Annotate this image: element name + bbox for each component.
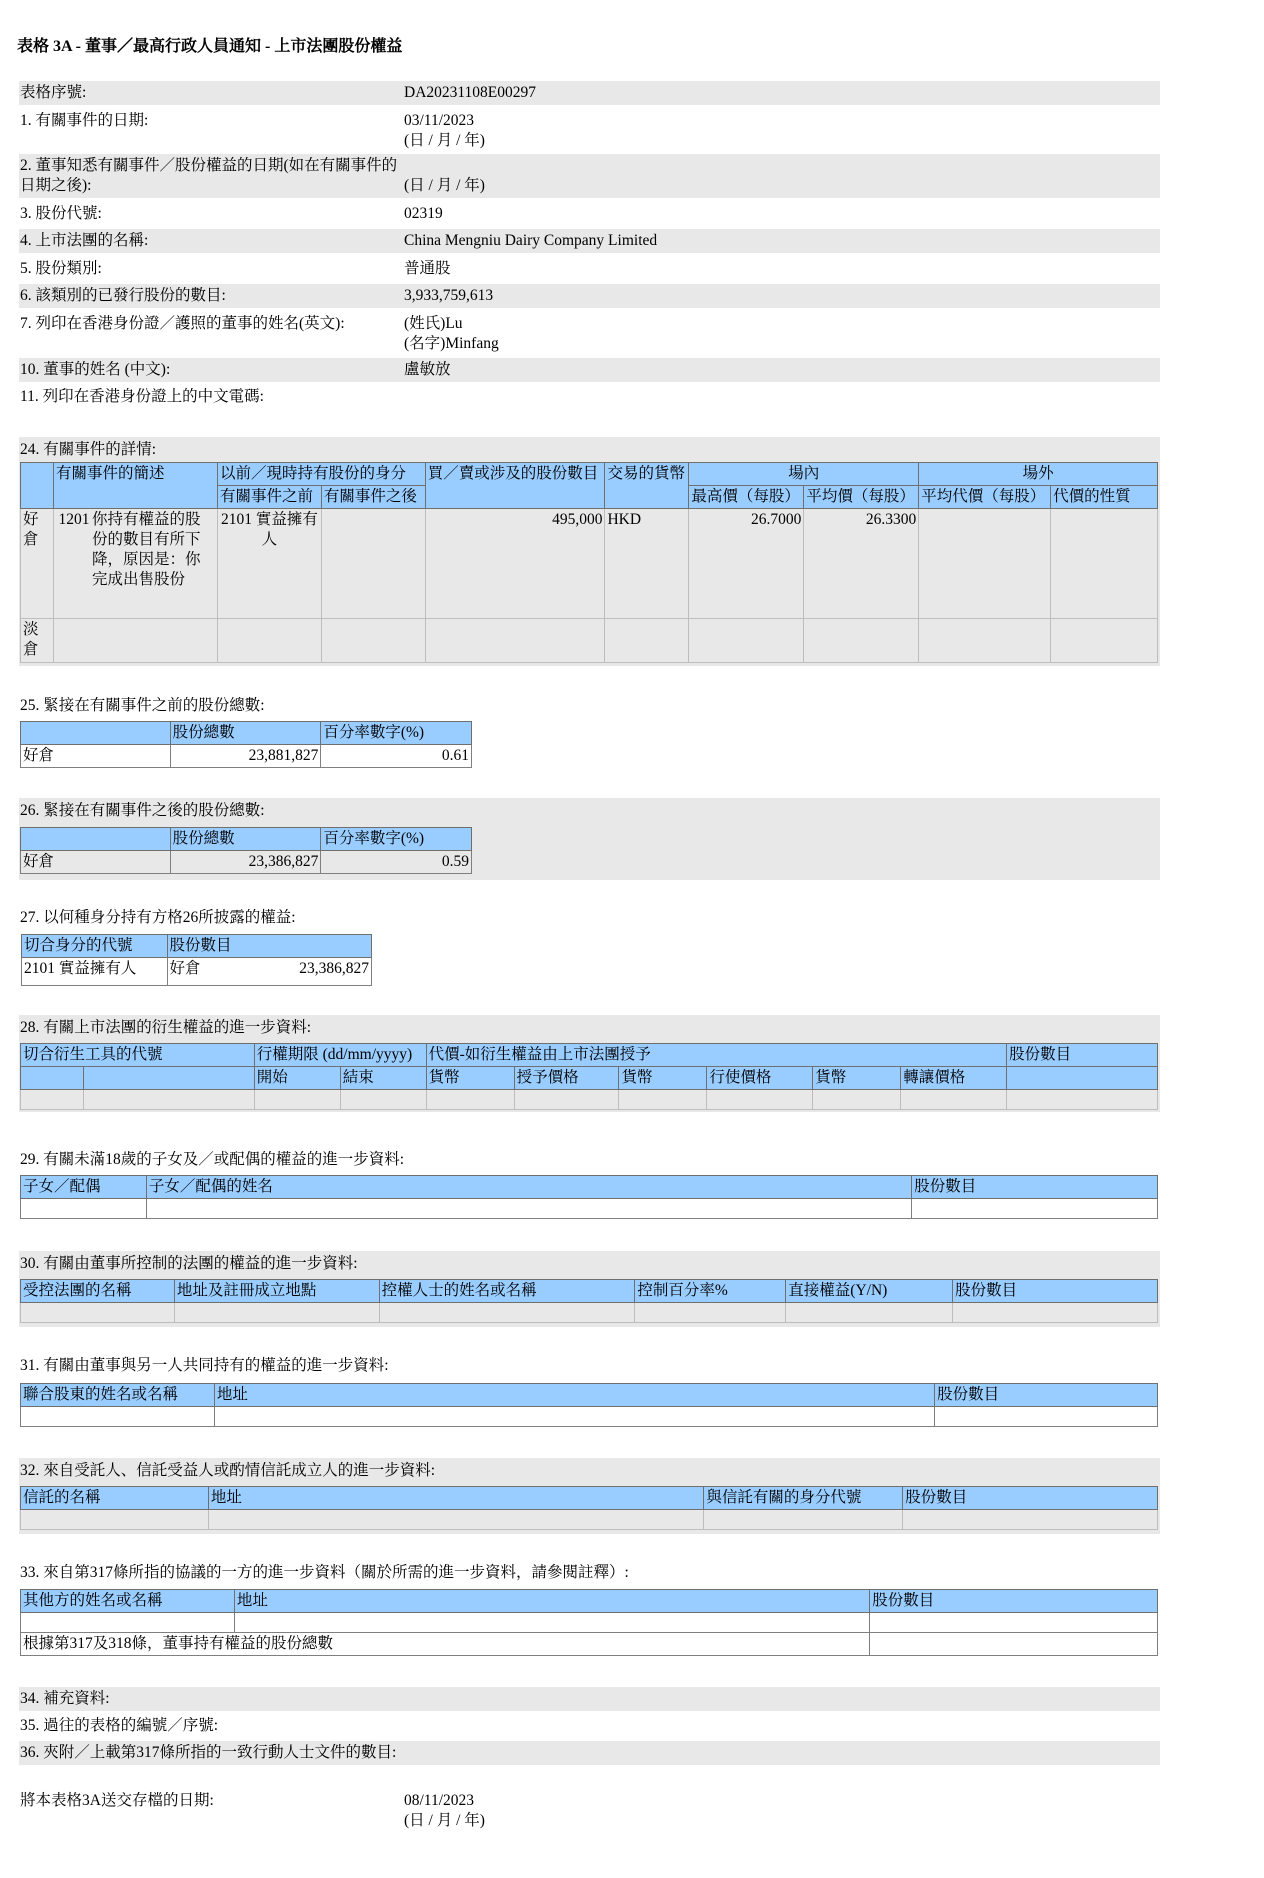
s28-heading: 28. 有關上市法團的衍生權益的進一步資料: [20,1019,312,1036]
capacity-position: 好倉 [169,960,201,977]
h-grant: 授予價格 [514,1067,619,1090]
h-nature: 代價的性質 [1051,486,1158,509]
h-after: 有關事件之後 [321,486,425,509]
event-date-value: 03/11/2023 [404,112,475,129]
name-en-label: 7. 列印在香港身份證／護照的董事的姓名(英文): [20,315,345,332]
total-after: 23,386,827 [170,851,321,874]
share-class-value: 普通股 [404,260,451,277]
h-before: 有關事件之前 [217,486,321,509]
h-joint-num: 股份數目 [935,1384,1158,1407]
h-trust-address: 地址 [208,1487,704,1510]
name-zh-value: 盧敏放 [401,358,1160,382]
h-trust-num: 股份數目 [903,1487,1158,1510]
shares-involved: 495,000 [425,509,605,619]
h-end: 結束 [340,1067,426,1090]
highest-price: 26.7000 [689,509,804,619]
table-row [21,619,1158,663]
s30-heading: 30. 有關由董事所控制的法團的權益的進一步資料: [20,1255,358,1272]
h-start: 開始 [254,1067,340,1090]
row-event-date [19,109,1160,153]
h-trust-name: 信託的名稱 [21,1487,209,1510]
row-stock-code [19,202,1160,226]
ccc-label: 11. 列印在香港身份證上的中文電碼: [20,388,264,405]
serial-label: 表格序號: [20,84,87,101]
h-avg: 平均價（每股） [804,486,919,509]
s26-heading: 26. 緊接在有關事件之後的股份總數: [20,802,265,819]
h-cur1: 貨幣 [426,1067,514,1090]
pct-before: 0.61 [321,745,472,768]
h-pct-before: 百分率數字(%) [321,722,472,745]
h-other-num: 股份數目 [870,1590,1158,1613]
filing-date-label: 將本表格3A送交存檔的日期: [20,1792,214,1809]
joint-holding-table [20,1383,1158,1427]
s27-heading: 27. 以何種身分持有方格26所披露的權益: [20,909,296,926]
total-before: 23,881,827 [170,745,321,768]
s317-total-label: 根據第317及318條，董事持有權益的股份總數 [21,1633,870,1656]
row-s35 [19,1714,1160,1738]
page-title: 表格 3A - 董事／最高行政人員通知 - 上市法團股份權益 [17,38,403,55]
corp-name-value: China Mengniu Dairy Company Limited [401,229,1160,253]
capacity-table [21,934,372,986]
h-other-address: 地址 [234,1590,869,1613]
s33-heading: 33. 來自第317條所指的協議的一方的進一步資料（關於所需的進一步資料，請參閱註釋）: [20,1564,629,1581]
h-avg-consid: 平均代價（每股） [919,486,1051,509]
h-total-after: 股份總數 [170,828,321,851]
capacity-num: 23,386,827 [299,960,369,977]
h-controller: 控權人士的姓名或名稱 [379,1280,635,1303]
h-off-exchange: 場外 [919,463,1158,486]
h-on-exchange: 場內 [689,463,919,486]
h-child-name: 子女／配偶的姓名 [146,1176,911,1199]
h-capacity-code: 切合身分的代號 [22,935,168,958]
stock-code-value: 02319 [404,205,443,222]
shares-after-table [20,827,472,874]
aware-date-format: (日 / 月 / 年) [404,177,485,194]
h-capacity: 以前／現時持有股份的身分 [217,463,425,486]
h-trust-code: 與信託有關的身分代號 [704,1487,903,1510]
event-details-table [20,462,1158,663]
h-deriv-code: 切合衍生工具的代號 [21,1044,255,1067]
short-position-label: 淡倉 [21,619,54,663]
currency: HKD [605,509,689,619]
table-row [21,509,1158,619]
row-name-zh [19,358,1160,382]
h-exercise: 行使價格 [707,1067,813,1090]
s34-label: 34. 補充資料: [20,1690,110,1707]
h-transfer: 轉讓價格 [901,1067,1007,1090]
trust-table [20,1486,1158,1530]
pos-after: 好倉 [21,851,171,874]
table-row [21,1090,1158,1110]
children-spouse-table [20,1175,1158,1219]
share-class-label: 5. 股份類別: [20,260,102,277]
h-child-num: 股份數目 [912,1176,1158,1199]
h-direct: 直接權益(Y/N) [786,1280,953,1303]
h-capacity-num: 股份數目 [167,935,372,958]
h-deriv-num: 股份數目 [1007,1044,1158,1067]
filing-date-format: (日 / 月 / 年) [404,1812,485,1829]
row-aware-date [19,154,1160,198]
pos-before: 好倉 [21,745,171,768]
derivatives-table [20,1043,1158,1110]
h-corp-name: 受控法團的名稱 [21,1280,175,1303]
stock-code-label: 3. 股份代號: [20,205,102,222]
row-ccc [19,385,1160,409]
h-high: 最高價（每股） [689,486,804,509]
aware-date-label: 2. 董事知悉有關事件／股份權益的日期(如在有關事件的日期之後): [20,157,398,194]
s32-heading: 32. 來自受託人、信託受益人或酌情信託成立人的進一步資料: [20,1462,436,1479]
row-serial [19,81,1160,105]
capacity-before: 2101 實益擁有人 [217,509,321,619]
filing-date-value: 08/11/2023 [404,1792,475,1809]
row-s36 [19,1741,1160,1765]
s25-heading: 25. 緊接在有關事件之前的股份總數: [20,697,265,714]
event-date-label: 1. 有關事件的日期: [20,112,149,129]
h-joint-address: 地址 [214,1384,934,1407]
long-position-label: 好倉 [21,509,54,619]
capacity-code: 2101 實益擁有人 [22,958,168,986]
surname-value: (姓氏)Lu [404,315,463,332]
s31-heading: 31. 有關由董事與另一人共同持有的權益的進一步資料: [20,1357,389,1374]
h-corp-address: 地址及註冊成立地點 [174,1280,379,1303]
h-currency: 交易的貨幣 [605,463,689,509]
h-consideration: 代價-如衍生權益由上市法團授予 [426,1044,1006,1067]
corp-name-label: 4. 上市法團的名稱: [20,232,149,249]
row-share-class [19,257,1160,281]
h-cur2: 貨幣 [619,1067,707,1090]
s24-heading: 24. 有關事件的詳情: [20,441,157,458]
row-name-en [19,312,1160,356]
h-corp-num: 股份數目 [953,1280,1158,1303]
row-s34 [19,1687,1160,1711]
serial-value: DA20231108E00297 [401,81,1160,105]
name-zh-label: 10. 董事的姓名 (中文): [20,361,171,378]
s36-label: 36. 夾附／上載第317條所指的一致行動人士文件的數目: [20,1744,397,1761]
pct-after: 0.59 [321,851,472,874]
h-control-pct: 控制百分率% [635,1280,786,1303]
h-num: 買／賣或涉及的股份數目 [425,463,605,509]
controlled-corp-table [20,1279,1158,1323]
row-issued [19,284,1160,308]
s317-table [20,1589,1158,1656]
h-total-before: 股份總數 [170,722,321,745]
shares-before-table [20,721,472,768]
h-period: 行權期限 (dd/mm/yyyy) [254,1044,426,1067]
s29-heading: 29. 有關未滿18歲的子女及／或配偶的權益的進一步資料: [20,1151,405,1168]
given-name-value: (名字)Minfang [404,335,499,352]
h-brief: 有關事件的簡述 [53,463,217,509]
h-joint-name: 聯合股東的姓名或名稱 [21,1384,215,1407]
event-description: 你持有權益的股份的數目有所下降，原因是：你完成出售股份 [91,511,201,588]
average-price: 26.3300 [804,509,919,619]
issued-value: 3,933,759,613 [401,284,1160,308]
issued-label: 6. 該類別的已發行股份的數目: [20,287,226,304]
h-pct-after: 百分率數字(%) [321,828,472,851]
h-child-spouse: 子女／配偶 [21,1176,147,1199]
row-filing-date [19,1789,1160,1833]
h-other-party: 其他方的姓名或名稱 [21,1590,235,1613]
event-date-format: (日 / 月 / 年) [404,132,485,149]
s35-label: 35. 過往的表格的編號／序號: [20,1717,219,1734]
row-corp-name [19,229,1160,253]
event-code: 1201 [58,511,90,528]
h-cur3: 貨幣 [813,1067,901,1090]
